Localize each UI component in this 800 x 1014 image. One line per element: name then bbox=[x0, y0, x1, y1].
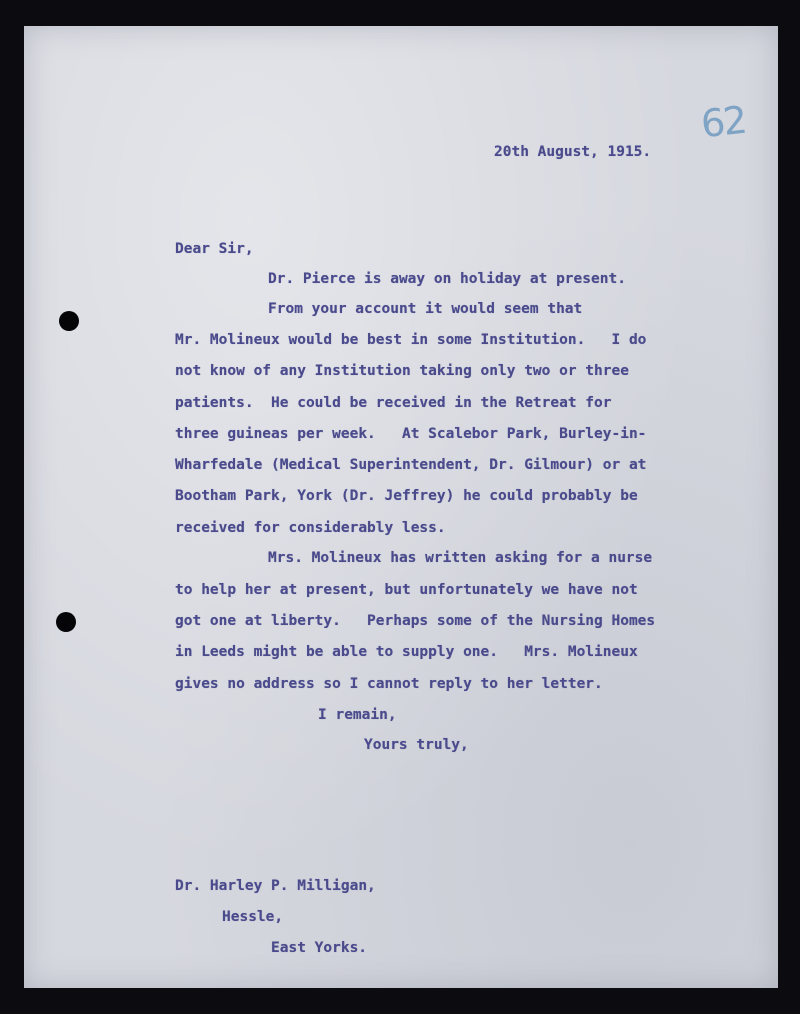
punch-hole-bottom bbox=[56, 612, 76, 632]
body-line: to help her at present, but unfortunately we have not bbox=[175, 582, 638, 598]
body-line: gives no address so I cannot reply to her letter. bbox=[175, 676, 603, 692]
body-line: Mrs. Molineux has written asking for a nurse bbox=[268, 550, 653, 566]
body-line: in Leeds might be able to supply one. Mrs. Molineux bbox=[175, 644, 638, 660]
body-line: From your account it would seem that bbox=[268, 301, 583, 317]
body-line: received for considerably less. bbox=[175, 520, 446, 536]
body-line: Wharfedale (Medical Superintendent, Dr. Gilmour) or at bbox=[175, 457, 647, 473]
body-line: not know of any Institution taking only two or three bbox=[175, 363, 629, 379]
body-line: Bootham Park, York (Dr. Jeffrey) he could probably be bbox=[175, 488, 638, 504]
folio-number: 62 bbox=[698, 97, 748, 147]
salutation: Dear Sir, bbox=[175, 241, 254, 257]
paper-sheet bbox=[24, 26, 778, 988]
body-line: Mr. Molineux would be best in some Institution. I do bbox=[175, 332, 647, 348]
body-line: got one at liberty. Perhaps some of the Nursing Homes bbox=[175, 613, 656, 629]
body-line: Dr. Pierce is away on holiday at present. bbox=[268, 271, 626, 287]
recipient-county: East Yorks. bbox=[271, 940, 368, 956]
letter-date: 20th August, 1915. bbox=[494, 144, 652, 160]
recipient-town: Hessle, bbox=[222, 909, 284, 925]
closing-yours-truly: Yours truly, bbox=[364, 737, 469, 753]
body-line: patients. He could be received in the Retreat for bbox=[175, 395, 612, 411]
closing-remain: I remain, bbox=[318, 707, 397, 723]
body-line: three guineas per week. At Scalebor Park, Burley-in- bbox=[175, 426, 647, 442]
recipient-name: Dr. Harley P. Milligan, bbox=[175, 878, 376, 894]
punch-hole-top bbox=[59, 311, 79, 331]
